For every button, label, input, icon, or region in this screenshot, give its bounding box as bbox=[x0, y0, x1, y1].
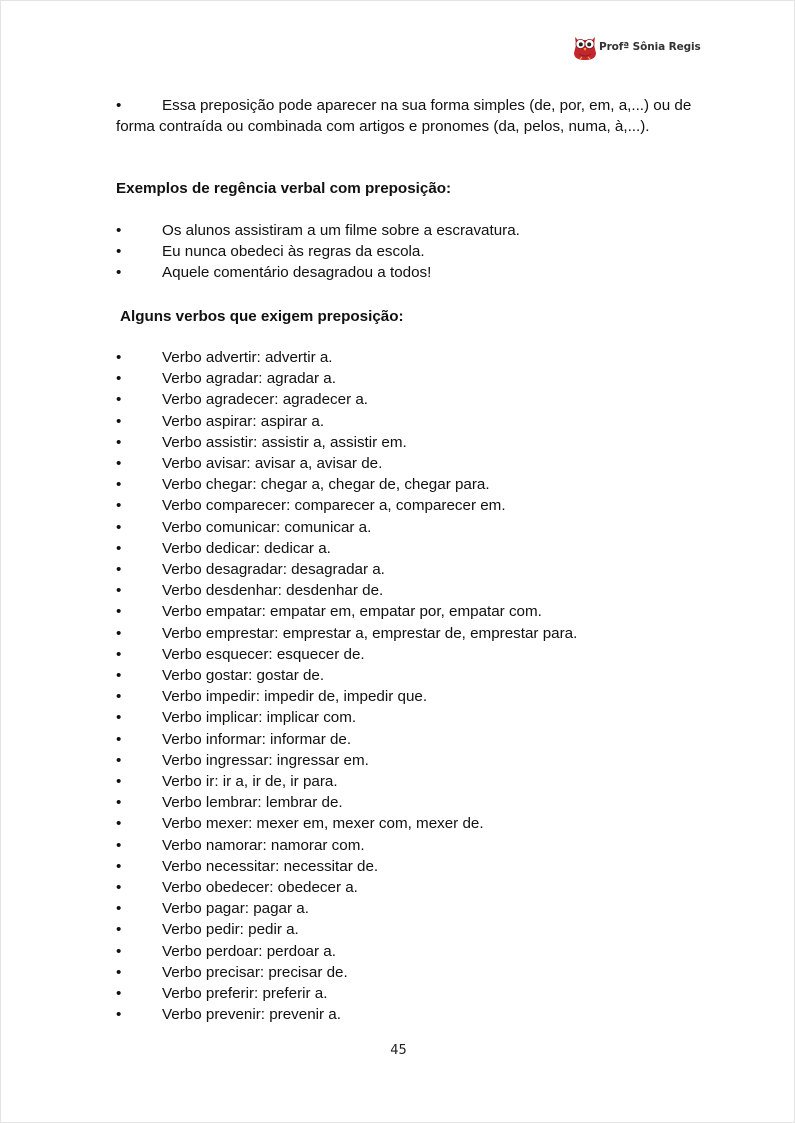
intro-paragraph: Essa preposição pode aparecer na sua forma simples (de, por, em, a,...) ou de forma contraída ou combinada com artigos e pronomes (da, pelos, numa, à,...). bbox=[116, 97, 692, 135]
verb-item-text: Verbo mexer: mexer em, mexer com, mexer de. bbox=[162, 815, 484, 833]
example-item bbox=[116, 220, 520, 241]
verb-item-text: Verbo preferir: preferir a. bbox=[162, 985, 328, 1003]
verb-item bbox=[116, 983, 577, 1004]
page-number: 45 bbox=[390, 1043, 407, 1058]
verb-item bbox=[116, 368, 577, 389]
bullet-point: • bbox=[116, 921, 122, 939]
example-item-text: Aquele comentário desagradou a todos! bbox=[162, 264, 432, 282]
example-item bbox=[116, 262, 520, 283]
verb-item-text: Verbo advertir: advertir a. bbox=[162, 349, 333, 366]
verb-item bbox=[116, 792, 577, 813]
bullet-point: • bbox=[116, 539, 122, 557]
verb-item-text: Verbo prevenir: prevenir a. bbox=[162, 1006, 341, 1024]
bullet-point: • bbox=[116, 264, 122, 282]
examples-heading: Exemplos de regência verbal com preposição: bbox=[116, 180, 452, 197]
verb-item-text: Verbo desdenhar: desdenhar de. bbox=[162, 582, 384, 600]
bullet-point: • bbox=[116, 645, 122, 663]
verb-item-text: Verbo informar: informar de. bbox=[162, 730, 352, 748]
verb-item-text: Verbo avisar: avisar a, avisar de. bbox=[162, 455, 383, 473]
bullet-point: • bbox=[116, 751, 122, 769]
bullet-point: • bbox=[116, 730, 122, 748]
bullet-point: • bbox=[116, 667, 122, 685]
verb-item bbox=[116, 453, 577, 474]
bullet-point: • bbox=[116, 1006, 122, 1024]
bullet-point: • bbox=[116, 476, 122, 494]
examples-list bbox=[116, 220, 520, 284]
bullet-point: • bbox=[116, 836, 122, 854]
verb-item bbox=[116, 644, 577, 665]
verb-item-text: Verbo comunicar: comunicar a. bbox=[162, 518, 372, 536]
verb-item bbox=[116, 835, 577, 856]
bullet-point: • bbox=[116, 243, 122, 261]
bullet-point: • bbox=[116, 603, 122, 621]
verb-item-text: Verbo perdoar: perdoar a. bbox=[162, 942, 336, 960]
verb-item-text: Verbo necessitar: necessitar de. bbox=[162, 857, 379, 875]
verb-item bbox=[116, 877, 577, 898]
verb-item bbox=[116, 474, 577, 495]
verb-item-text: Verbo precisar: precisar de. bbox=[162, 963, 348, 981]
verb-item-text: Verbo agradar: agradar a. bbox=[162, 370, 336, 388]
verb-item bbox=[116, 623, 577, 644]
bullet-point: • bbox=[116, 518, 122, 536]
verbs-list bbox=[116, 347, 577, 1026]
verbs-heading: Alguns verbos que exigem preposição: bbox=[120, 308, 404, 325]
header-logo bbox=[572, 31, 701, 61]
verb-item-text: Verbo agradecer: agradecer a. bbox=[162, 391, 369, 409]
verb-item bbox=[116, 962, 577, 983]
verb-item bbox=[116, 1004, 577, 1025]
intro-paragraph-block bbox=[116, 95, 696, 137]
verb-item bbox=[116, 771, 577, 792]
verb-item bbox=[116, 432, 577, 453]
bullet-point: • bbox=[116, 582, 122, 600]
verb-item bbox=[116, 538, 577, 559]
verb-item bbox=[116, 813, 577, 834]
verb-item-text: Verbo pagar: pagar a. bbox=[162, 900, 309, 918]
verb-item bbox=[116, 411, 577, 432]
bullet-point: • bbox=[116, 942, 122, 960]
example-item-text: Eu nunca obedeci às regras da escola. bbox=[162, 243, 425, 261]
verb-item bbox=[116, 347, 577, 368]
verb-item bbox=[116, 580, 577, 601]
verb-item-text: Verbo obedecer: obedecer a. bbox=[162, 879, 358, 897]
verb-item-text: Verbo ir: ir a, ir de, ir para. bbox=[162, 773, 338, 791]
verb-item bbox=[116, 941, 577, 962]
owl-icon bbox=[572, 31, 598, 61]
verb-item-text: Verbo assistir: assistir a, assistir em. bbox=[162, 433, 407, 451]
verb-item bbox=[116, 495, 577, 516]
bullet-point: • bbox=[116, 985, 122, 1003]
bullet-point: • bbox=[116, 455, 122, 473]
verb-item-text: Verbo empatar: empatar em, empatar por, empatar com. bbox=[162, 603, 542, 621]
verb-item bbox=[116, 517, 577, 538]
bullet-point: • bbox=[116, 794, 122, 812]
example-item bbox=[116, 241, 520, 262]
bullet-point: • bbox=[116, 688, 122, 706]
verb-item bbox=[116, 389, 577, 410]
verb-item bbox=[116, 898, 577, 919]
bullet-point: • bbox=[116, 773, 122, 791]
verb-item bbox=[116, 750, 577, 771]
verb-item-text: Verbo chegar: chegar a, chegar de, chegar para. bbox=[162, 476, 490, 494]
bullet-point: • bbox=[116, 879, 122, 897]
verb-item-text: Verbo comparecer: comparecer a, comparecer em. bbox=[162, 497, 506, 515]
bullet-point: • bbox=[116, 709, 122, 727]
verb-item-text: Verbo gostar: gostar de. bbox=[162, 667, 325, 685]
bullet-point: • bbox=[116, 900, 122, 918]
verb-item-text: Verbo dedicar: dedicar a. bbox=[162, 539, 331, 557]
verb-item bbox=[116, 729, 577, 750]
bullet-point: • bbox=[116, 349, 122, 366]
verb-item-text: Verbo desagradar: desagradar a. bbox=[162, 561, 385, 579]
verb-item-text: Verbo impedir: impedir de, impedir que. bbox=[162, 688, 428, 706]
verb-item-text: Verbo emprestar: emprestar a, emprestar de, emprestar para. bbox=[162, 624, 578, 642]
verb-item bbox=[116, 665, 577, 686]
bullet-point: • bbox=[116, 391, 122, 409]
verb-item-text: Verbo pedir: pedir a. bbox=[162, 921, 299, 939]
verb-item bbox=[116, 601, 577, 622]
bullet-point: • bbox=[116, 433, 122, 451]
verb-item-text: Verbo aspirar: aspirar a. bbox=[162, 412, 325, 430]
bullet-point: • bbox=[116, 624, 122, 642]
verb-item-text: Verbo implicar: implicar com. bbox=[162, 709, 357, 727]
verb-item bbox=[116, 856, 577, 877]
bullet-point: • bbox=[116, 370, 122, 388]
verb-item-text: Verbo ingressar: ingressar em. bbox=[162, 751, 369, 769]
verb-item bbox=[116, 559, 577, 580]
verb-item-text: Verbo esquecer: esquecer de. bbox=[162, 645, 365, 663]
verb-item bbox=[116, 707, 577, 728]
bullet-point: • bbox=[116, 412, 122, 430]
logo-text: Profª Sônia Regis bbox=[599, 41, 701, 53]
bullet-point: • bbox=[116, 963, 122, 981]
intro-bullet: • bbox=[116, 97, 122, 114]
bullet-point: • bbox=[116, 815, 122, 833]
bullet-point: • bbox=[116, 497, 122, 515]
bullet-point: • bbox=[116, 561, 122, 579]
verb-item bbox=[116, 919, 577, 940]
verb-item bbox=[116, 686, 577, 707]
verb-item-text: Verbo namorar: namorar com. bbox=[162, 836, 365, 854]
bullet-point: • bbox=[116, 857, 122, 875]
example-item-text: Os alunos assistiram a um filme sobre a escravatura. bbox=[162, 222, 520, 239]
bullet-point: • bbox=[116, 222, 122, 239]
verb-item-text: Verbo lembrar: lembrar de. bbox=[162, 794, 343, 812]
